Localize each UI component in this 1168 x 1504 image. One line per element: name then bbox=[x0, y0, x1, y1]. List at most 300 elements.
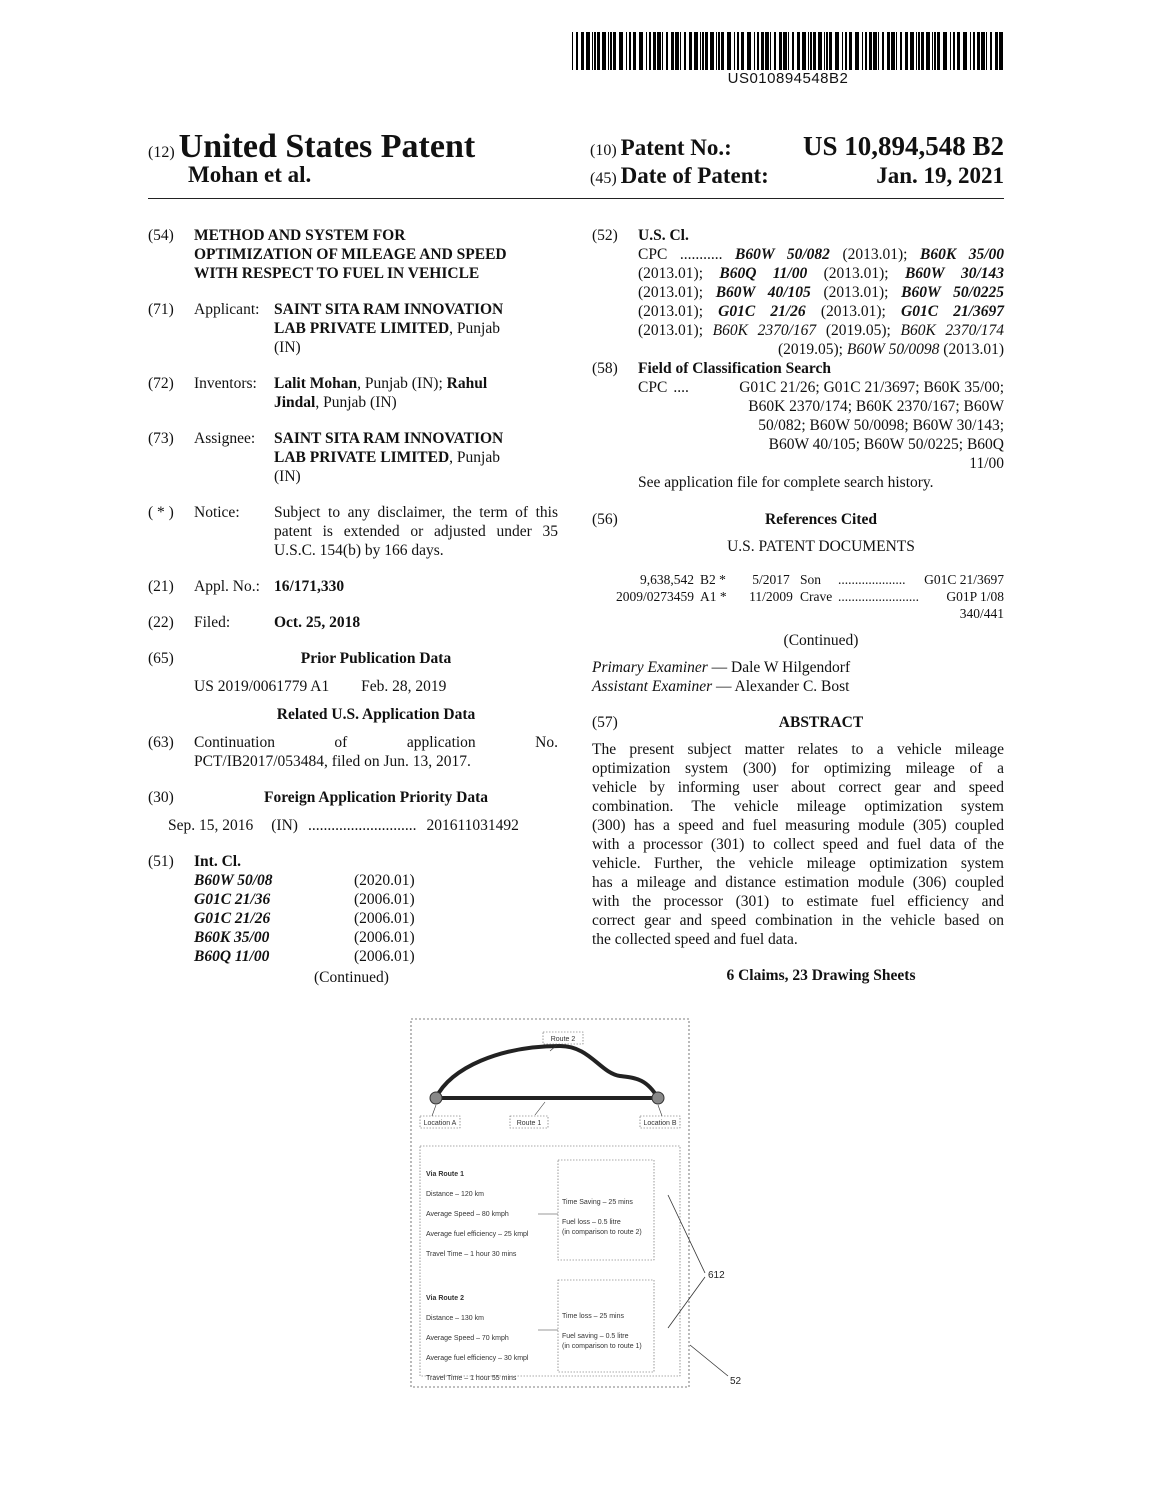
barcode-bar bbox=[887, 32, 890, 70]
inventor-name: Jindal bbox=[274, 394, 316, 411]
abstract-line: The present subject matter relates to a vehicle mileage bbox=[592, 741, 1004, 758]
united-states-patent-title: United States Patent bbox=[178, 128, 476, 165]
barcode-bar bbox=[613, 32, 616, 70]
foreign-priority-row bbox=[148, 816, 558, 835]
int-cl-label: Int. Cl. bbox=[194, 853, 241, 870]
abstract-line: has a mileage and distance estimation module (306) coupled bbox=[592, 874, 1004, 891]
cpc-date: (2013.01) bbox=[939, 341, 1004, 358]
location-a-marker bbox=[430, 1092, 442, 1104]
barcode-bar bbox=[737, 32, 739, 70]
cpc-code: B60W 40/105 bbox=[715, 284, 811, 301]
assignee-value bbox=[274, 429, 503, 486]
barcode-bar bbox=[684, 32, 686, 70]
field-search-line: B60W 40/105; B60W 50/0225; B60Q bbox=[768, 436, 1004, 453]
abstract-line: with the processor (301) to estimate fuel efficiency and bbox=[592, 893, 1004, 910]
barcode-bar bbox=[592, 32, 593, 70]
via-route-2-line: Average Speed – 70 kmph bbox=[426, 1335, 509, 1342]
barcode-bar bbox=[765, 32, 769, 70]
abstract-line: combination. The vehicle mileage optimization system bbox=[592, 798, 1004, 815]
applicant-value bbox=[274, 300, 503, 357]
barcode-bar bbox=[761, 32, 764, 70]
title-line: WITH RESPECT TO FUEL IN VEHICLE bbox=[194, 265, 480, 282]
primary-examiner-name: — Dale W Hilgendorf bbox=[707, 659, 851, 676]
int-cl-row bbox=[194, 890, 558, 909]
ref-name: Crave bbox=[800, 589, 833, 604]
barcode-bar bbox=[934, 32, 936, 70]
route-2-comparison-line: Time loss – 25 mins bbox=[562, 1313, 624, 1320]
barcode-bar bbox=[594, 32, 596, 70]
int-cl-code: G01C 21/26 bbox=[194, 910, 271, 927]
barcode-bar bbox=[855, 32, 859, 70]
cpc-date: (2013.01); bbox=[638, 303, 719, 320]
cpc-label: CPC bbox=[638, 246, 668, 263]
cpc-code: B60K bbox=[712, 322, 748, 339]
code-30: (30) bbox=[148, 789, 174, 806]
barcode-bar bbox=[586, 32, 590, 70]
cpc-code: B60Q 11/00 bbox=[719, 265, 808, 282]
code-56: (56) bbox=[592, 511, 618, 528]
int-cl-row bbox=[194, 928, 558, 947]
barcode-bar bbox=[970, 32, 971, 70]
barcode bbox=[572, 32, 1004, 70]
continuation-word: Continuation bbox=[194, 734, 275, 751]
code-52: (52) bbox=[592, 227, 618, 244]
cpc-code: B60W bbox=[904, 265, 945, 282]
barcode-bar bbox=[963, 32, 967, 70]
continuation-word: No. bbox=[535, 734, 558, 751]
continuation-section bbox=[148, 733, 558, 771]
ref-number: 2009/0273459 bbox=[615, 589, 694, 604]
cpc-date: (2013.01); bbox=[807, 265, 905, 282]
foreign-priority-section bbox=[148, 788, 558, 807]
left-column bbox=[148, 226, 558, 987]
field-search-section bbox=[592, 359, 1004, 378]
code-63: (63) bbox=[148, 734, 174, 751]
barcode-bar bbox=[849, 32, 852, 70]
barcode-bar bbox=[878, 32, 879, 70]
foreign-priority-country: (IN) bbox=[271, 817, 298, 834]
leader-dots: ........... bbox=[679, 246, 723, 263]
via-route-2-line: Average fuel efficiency – 30 kmpl bbox=[426, 1355, 529, 1362]
int-cl-row bbox=[194, 947, 558, 966]
code-58: (58) bbox=[592, 360, 618, 377]
barcode-bar bbox=[783, 32, 787, 70]
applicant-name: LAB PRIVATE LIMITED bbox=[274, 320, 450, 337]
code-21: (21) bbox=[148, 578, 174, 595]
application-number-section bbox=[148, 577, 558, 596]
route-2-path bbox=[436, 1046, 658, 1098]
barcode-bar bbox=[718, 32, 720, 70]
leader-dots: ........................ bbox=[838, 589, 919, 604]
filed-label: Filed: bbox=[194, 614, 231, 631]
via-route-2-line: Distance – 130 km bbox=[426, 1315, 484, 1322]
references-continued: (Continued) bbox=[783, 632, 859, 649]
inventor-name: Rahul bbox=[446, 375, 488, 392]
barcode-bar bbox=[826, 32, 828, 70]
barcode-bar bbox=[646, 32, 647, 70]
cpc-date: (2013.01); bbox=[820, 303, 901, 320]
abstract-line: (300) has a speed and fuel measuring module (305) coupled bbox=[592, 817, 1004, 834]
barcode-bar bbox=[608, 32, 609, 70]
cpc-code: B60K 2370/174 bbox=[900, 322, 1004, 339]
route-1-comparison-line: (in comparison to route 2) bbox=[562, 1229, 642, 1236]
location-a-label: Location A bbox=[423, 1120, 457, 1127]
barcode-bar bbox=[999, 32, 1003, 70]
notice-line: patent is extended or adjusted under 35 bbox=[274, 523, 558, 540]
title-section bbox=[148, 226, 558, 283]
inventor-location: , Punjab (IN); bbox=[357, 375, 443, 392]
barcode-bar bbox=[882, 32, 884, 70]
int-cl-code: B60W 50/08 bbox=[194, 872, 273, 889]
barcode-bar bbox=[950, 32, 951, 70]
field-search-heading: Field of Classification Search bbox=[638, 360, 832, 377]
barcode-bar bbox=[824, 32, 825, 70]
cpc-code: B60W 50/082 bbox=[735, 246, 830, 263]
cpc-code: B60W 50/0098 bbox=[846, 341, 940, 358]
barcode-bar bbox=[862, 32, 863, 70]
barcode-bar bbox=[754, 32, 755, 70]
leader-dots: .................... bbox=[838, 572, 906, 587]
barcode-bar bbox=[829, 32, 832, 70]
via-route-2-line: Travel Time – 1 hour 55 mins bbox=[426, 1375, 517, 1382]
abstract-line: correct gear and speed combination in the vehicle based on bbox=[592, 912, 1004, 929]
abstract-line: optimization system (300) for optimizing mileage of a bbox=[592, 760, 1004, 777]
barcode-bar bbox=[926, 32, 930, 70]
barcode-bar bbox=[891, 32, 895, 70]
leader-line bbox=[432, 1105, 436, 1116]
related-application-heading: Related U.S. Application Data bbox=[276, 706, 476, 723]
applicant-location: , Punjab bbox=[449, 320, 500, 337]
patent-number-line bbox=[590, 131, 1004, 161]
continuation-text bbox=[194, 733, 558, 771]
field-search-line: B60K 2370/174; B60K 2370/167; B60W bbox=[748, 398, 1004, 415]
route-2-comparison-box bbox=[558, 1280, 654, 1372]
barcode-bar bbox=[900, 32, 902, 70]
foreign-priority-number: 201611031492 bbox=[426, 817, 519, 834]
date-label: Date of Patent: bbox=[620, 163, 769, 188]
barcode-bar bbox=[680, 32, 681, 70]
route-1-comparison-line: Time Saving – 25 mins bbox=[562, 1199, 633, 1206]
route-2-comparison-line: (in comparison to route 1) bbox=[562, 1343, 642, 1350]
notice-line: U.S.C. 154(b) by 166 days. bbox=[274, 542, 444, 559]
barcode-bar bbox=[629, 32, 631, 70]
route-1-comparison-box bbox=[558, 1160, 654, 1260]
patent-type-heading bbox=[148, 128, 475, 166]
assignee-country: (IN) bbox=[274, 468, 301, 485]
barcode-bar bbox=[953, 32, 955, 70]
leader-dots: ............................ bbox=[307, 817, 417, 834]
barcode-bar bbox=[995, 32, 998, 70]
barcode-bar bbox=[910, 32, 914, 70]
field-search-body bbox=[592, 378, 1004, 492]
applicant-label: Applicant: bbox=[194, 301, 260, 318]
barcode-bar bbox=[702, 32, 704, 70]
continuation-word: of bbox=[334, 734, 348, 751]
barcode-bar bbox=[869, 32, 872, 70]
inventors-value bbox=[274, 374, 487, 412]
barcode-bar bbox=[710, 32, 714, 70]
barcode-bar bbox=[937, 32, 940, 70]
inventors-section bbox=[148, 374, 558, 412]
barcode-bar bbox=[873, 32, 877, 70]
via-route-2-title: Via Route 2 bbox=[426, 1295, 464, 1302]
date-of-patent: Jan. 19, 2021 bbox=[876, 163, 1004, 188]
filed-value: Oct. 25, 2018 bbox=[274, 614, 361, 631]
int-cl-date: (2006.01) bbox=[354, 891, 415, 908]
leader-line-612-top bbox=[668, 1195, 705, 1273]
barcode-bar bbox=[818, 32, 822, 70]
barcode-bar bbox=[918, 32, 920, 70]
cpc-date: (2013.01); bbox=[829, 246, 920, 263]
barcode-bar bbox=[932, 32, 933, 70]
continuation-word: application bbox=[406, 734, 476, 751]
route-2-tag: Route 2 bbox=[550, 1036, 576, 1043]
ref-class-extra: 340/441 bbox=[959, 606, 1004, 621]
title-line: OPTIMIZATION OF MILEAGE AND SPEED bbox=[194, 246, 507, 263]
appl-no-label: Appl. No.: bbox=[194, 578, 260, 595]
code-54: (54) bbox=[148, 227, 174, 244]
via-route-1-line: Distance – 120 km bbox=[426, 1191, 484, 1198]
appl-no-value: 16/171,330 bbox=[274, 578, 345, 595]
us-cl-section bbox=[592, 226, 1004, 245]
barcode-bar bbox=[747, 32, 751, 70]
cpc-label: CPC bbox=[638, 379, 668, 396]
primary-examiner-label: Primary Examiner bbox=[592, 659, 708, 676]
code-notice: ( * ) bbox=[148, 504, 174, 521]
reference-row bbox=[592, 588, 1004, 605]
cpc-date: (2013.01); bbox=[638, 322, 713, 339]
examiners bbox=[592, 658, 1004, 696]
barcode-bar bbox=[671, 32, 674, 70]
barcode-bar bbox=[700, 32, 701, 70]
ref-name: Son bbox=[800, 572, 822, 587]
barcode-bar bbox=[835, 32, 839, 70]
barcode-bar bbox=[792, 32, 794, 70]
barcode-bar bbox=[675, 32, 679, 70]
ref-class: G01C 21/3697 bbox=[924, 572, 1004, 587]
cpc-date: (2013.01); bbox=[810, 284, 889, 301]
code-45: (45) bbox=[590, 170, 617, 187]
applicant-section bbox=[148, 300, 558, 357]
int-cl-date: (2006.01) bbox=[354, 929, 415, 946]
int-cl-row bbox=[194, 909, 558, 928]
field-search-note: See application file for complete search history. bbox=[638, 474, 934, 491]
barcode-bar bbox=[572, 32, 573, 70]
cpc-date: (2013.01); bbox=[638, 284, 716, 301]
barcode-bar bbox=[842, 32, 843, 70]
assistant-examiner-name: — Alexander C. Bost bbox=[712, 678, 850, 695]
barcode-bar bbox=[810, 32, 812, 70]
barcode-bar bbox=[921, 32, 924, 70]
code-57: (57) bbox=[592, 714, 618, 731]
assignee-name: LAB PRIVATE LIMITED bbox=[274, 449, 450, 466]
cpc-block bbox=[592, 245, 1004, 359]
code-10: (10) bbox=[590, 142, 617, 159]
code-22: (22) bbox=[148, 614, 174, 631]
barcode-bar bbox=[597, 32, 600, 70]
ref-date: 5/2017 bbox=[752, 572, 790, 587]
date-of-patent-line bbox=[590, 163, 1004, 189]
patent-no-label: Patent No.: bbox=[620, 135, 732, 160]
barcode-bar bbox=[896, 32, 897, 70]
ref-class: G01P 1/08 bbox=[946, 589, 1004, 604]
barcode-bar bbox=[770, 32, 771, 70]
us-patent-documents-heading: U.S. PATENT DOCUMENTS bbox=[727, 538, 915, 555]
notice-label: Notice: bbox=[194, 504, 240, 521]
barcode-bar bbox=[716, 32, 717, 70]
assignee-name: SAINT SITA RAM INNOVATION bbox=[274, 430, 504, 447]
barcode-bar bbox=[957, 32, 960, 70]
barcode-bar bbox=[633, 32, 636, 70]
int-cl-code: G01C 21/36 bbox=[194, 891, 271, 908]
int-cl-code: B60Q 11/00 bbox=[194, 948, 270, 965]
abstract-text bbox=[592, 740, 1004, 949]
abstract-line: vehicle by informing user about correct gear and speed bbox=[592, 779, 1004, 796]
barcode-bar bbox=[973, 32, 975, 70]
first-inventor-heading: Mohan et al. bbox=[188, 162, 312, 187]
reference-numerals bbox=[660, 1180, 780, 1400]
field-search-line: G01C 21/26; G01C 21/3697; B60K 35/00; bbox=[739, 379, 1004, 396]
route-2-comparison-line: Fuel saving – 0.5 litre bbox=[562, 1333, 629, 1340]
references-list bbox=[592, 571, 1004, 622]
barcode-bar bbox=[757, 32, 759, 70]
barcode-bar bbox=[721, 32, 724, 70]
cpc-code: B60W 50/0225 bbox=[901, 284, 1004, 301]
barcode-bar bbox=[666, 32, 668, 70]
barcode-bar bbox=[986, 32, 987, 70]
field-search-line: 11/00 bbox=[969, 455, 1004, 472]
patent-number: US 10,894,548 B2 bbox=[802, 131, 1004, 161]
prior-publication-heading: Prior Publication Data bbox=[300, 650, 452, 667]
location-b-marker bbox=[652, 1092, 664, 1104]
leader-dots: .... bbox=[673, 379, 689, 396]
prior-publication-date: Feb. 28, 2019 bbox=[361, 678, 447, 695]
continuation-line: PCT/IB2017/053484, filed on Jun. 13, 2017. bbox=[194, 753, 471, 770]
inventors-label: Inventors: bbox=[194, 375, 257, 392]
cpc-code: 2370/167 bbox=[757, 322, 817, 339]
code-72: (72) bbox=[148, 375, 174, 392]
int-cl-date: (2006.01) bbox=[354, 948, 415, 965]
barcode-bar bbox=[865, 32, 867, 70]
route-1-comparison-line: Fuel loss – 0.5 litre bbox=[562, 1219, 621, 1226]
ref-kind: B2 * bbox=[700, 572, 726, 587]
ref-numeral-52: 52 bbox=[730, 1376, 742, 1387]
representative-drawing bbox=[410, 1018, 690, 1388]
ref-date: 11/2009 bbox=[749, 589, 793, 604]
code-71: (71) bbox=[148, 301, 174, 318]
cpc-date: (2019.05); bbox=[816, 322, 901, 339]
via-route-1-line: Average Speed – 80 kmph bbox=[426, 1211, 509, 1218]
barcode-bar bbox=[626, 32, 627, 70]
applicant-name: SAINT SITA RAM INNOVATION bbox=[274, 301, 504, 318]
inventor-name: Lalit Mohan bbox=[274, 375, 358, 392]
barcode-bar bbox=[649, 32, 651, 70]
int-cl-date: (2006.01) bbox=[354, 910, 415, 927]
header-rule bbox=[148, 198, 1004, 199]
via-route-1-line: Average fuel efficiency – 25 kmpl bbox=[426, 1231, 529, 1238]
int-cl-continued: (Continued) bbox=[314, 969, 389, 986]
barcode-bar bbox=[694, 32, 698, 70]
cpc-code: B60K 35/00 bbox=[920, 246, 1005, 263]
leader-line bbox=[535, 1102, 545, 1115]
abstract-line: vehicle. Further, the vehicle mileage optimization system bbox=[592, 855, 1004, 872]
barcode-bar bbox=[797, 32, 800, 70]
prior-publication-row bbox=[148, 677, 558, 696]
field-search-line: 50/082; B60W 50/0098; B60W 30/143; bbox=[758, 417, 1004, 434]
assignee-location: , Punjab bbox=[449, 449, 500, 466]
barcode-bar bbox=[576, 32, 578, 70]
via-route-1-title: Via Route 1 bbox=[426, 1171, 464, 1178]
barcode-bar bbox=[705, 32, 708, 70]
foreign-priority-heading: Foreign Application Priority Data bbox=[263, 789, 489, 806]
barcode-bar bbox=[916, 32, 917, 70]
prior-publication-section bbox=[148, 649, 558, 668]
barcode-bar bbox=[788, 32, 789, 70]
notice-line: Subject to any disclaimer, the term of this bbox=[274, 504, 558, 521]
via-route-1-line: Travel Time – 1 hour 30 mins bbox=[426, 1251, 517, 1258]
barcode-number: US010894548B2 bbox=[727, 70, 849, 87]
route-1-tag: Route 1 bbox=[516, 1120, 542, 1127]
abstract-section bbox=[592, 713, 1004, 732]
barcode-bar bbox=[734, 32, 735, 70]
int-cl-section bbox=[148, 852, 558, 871]
barcode-bar bbox=[602, 32, 606, 70]
prior-publication-number: US 2019/0061779 A1 bbox=[194, 678, 330, 695]
barcode-bar bbox=[653, 32, 656, 70]
invention-title bbox=[194, 226, 507, 283]
references-section bbox=[592, 510, 1004, 529]
code-65: (65) bbox=[148, 650, 174, 667]
code-73: (73) bbox=[148, 430, 174, 447]
int-cl-date: (2020.01) bbox=[354, 872, 415, 889]
figure-border bbox=[411, 1019, 689, 1387]
barcode-bar bbox=[977, 32, 980, 70]
location-b-label: Location B bbox=[643, 1120, 677, 1127]
abstract-line: the collected speed and fuel data. bbox=[592, 931, 798, 948]
notice-text bbox=[274, 503, 558, 560]
inventor-location: , Punjab (IN) bbox=[315, 394, 397, 411]
reference-row bbox=[592, 571, 1004, 588]
int-cl-code: B60K 35/00 bbox=[194, 929, 270, 946]
barcode-bar bbox=[619, 32, 623, 70]
abstract-line: with a processor (301) to collect speed and fuel data of the bbox=[592, 836, 1004, 853]
barcode-bar bbox=[779, 32, 782, 70]
cpc-date: (2013.01); bbox=[638, 265, 720, 282]
notice-section bbox=[148, 503, 558, 560]
barcode-bar bbox=[981, 32, 985, 70]
barcode-bar bbox=[905, 32, 908, 70]
cpc-code: 30/143 bbox=[960, 265, 1004, 282]
barcode-bar bbox=[639, 32, 643, 70]
barcode-bar bbox=[662, 32, 663, 70]
cpc-text bbox=[638, 245, 1004, 359]
barcode-bar bbox=[943, 32, 947, 70]
barcode-bar bbox=[845, 32, 847, 70]
barcode-bar bbox=[774, 32, 776, 70]
cpc-code: G01C 21/3697 bbox=[901, 303, 1004, 320]
title-line: METHOD AND SYSTEM FOR bbox=[194, 227, 406, 244]
assistant-examiner-label: Assistant Examiner bbox=[592, 678, 713, 695]
foreign-priority-date: Sep. 15, 2016 bbox=[168, 817, 254, 834]
us-cl-label: U.S. Cl. bbox=[638, 227, 689, 244]
references-heading: References Cited bbox=[764, 511, 878, 528]
barcode-bar bbox=[689, 32, 692, 70]
assignee-section bbox=[148, 429, 558, 486]
leader-line-52 bbox=[690, 1345, 728, 1376]
barcode-bar bbox=[802, 32, 806, 70]
barcode-bar bbox=[813, 32, 816, 70]
ref-kind: A1 * bbox=[700, 589, 727, 604]
